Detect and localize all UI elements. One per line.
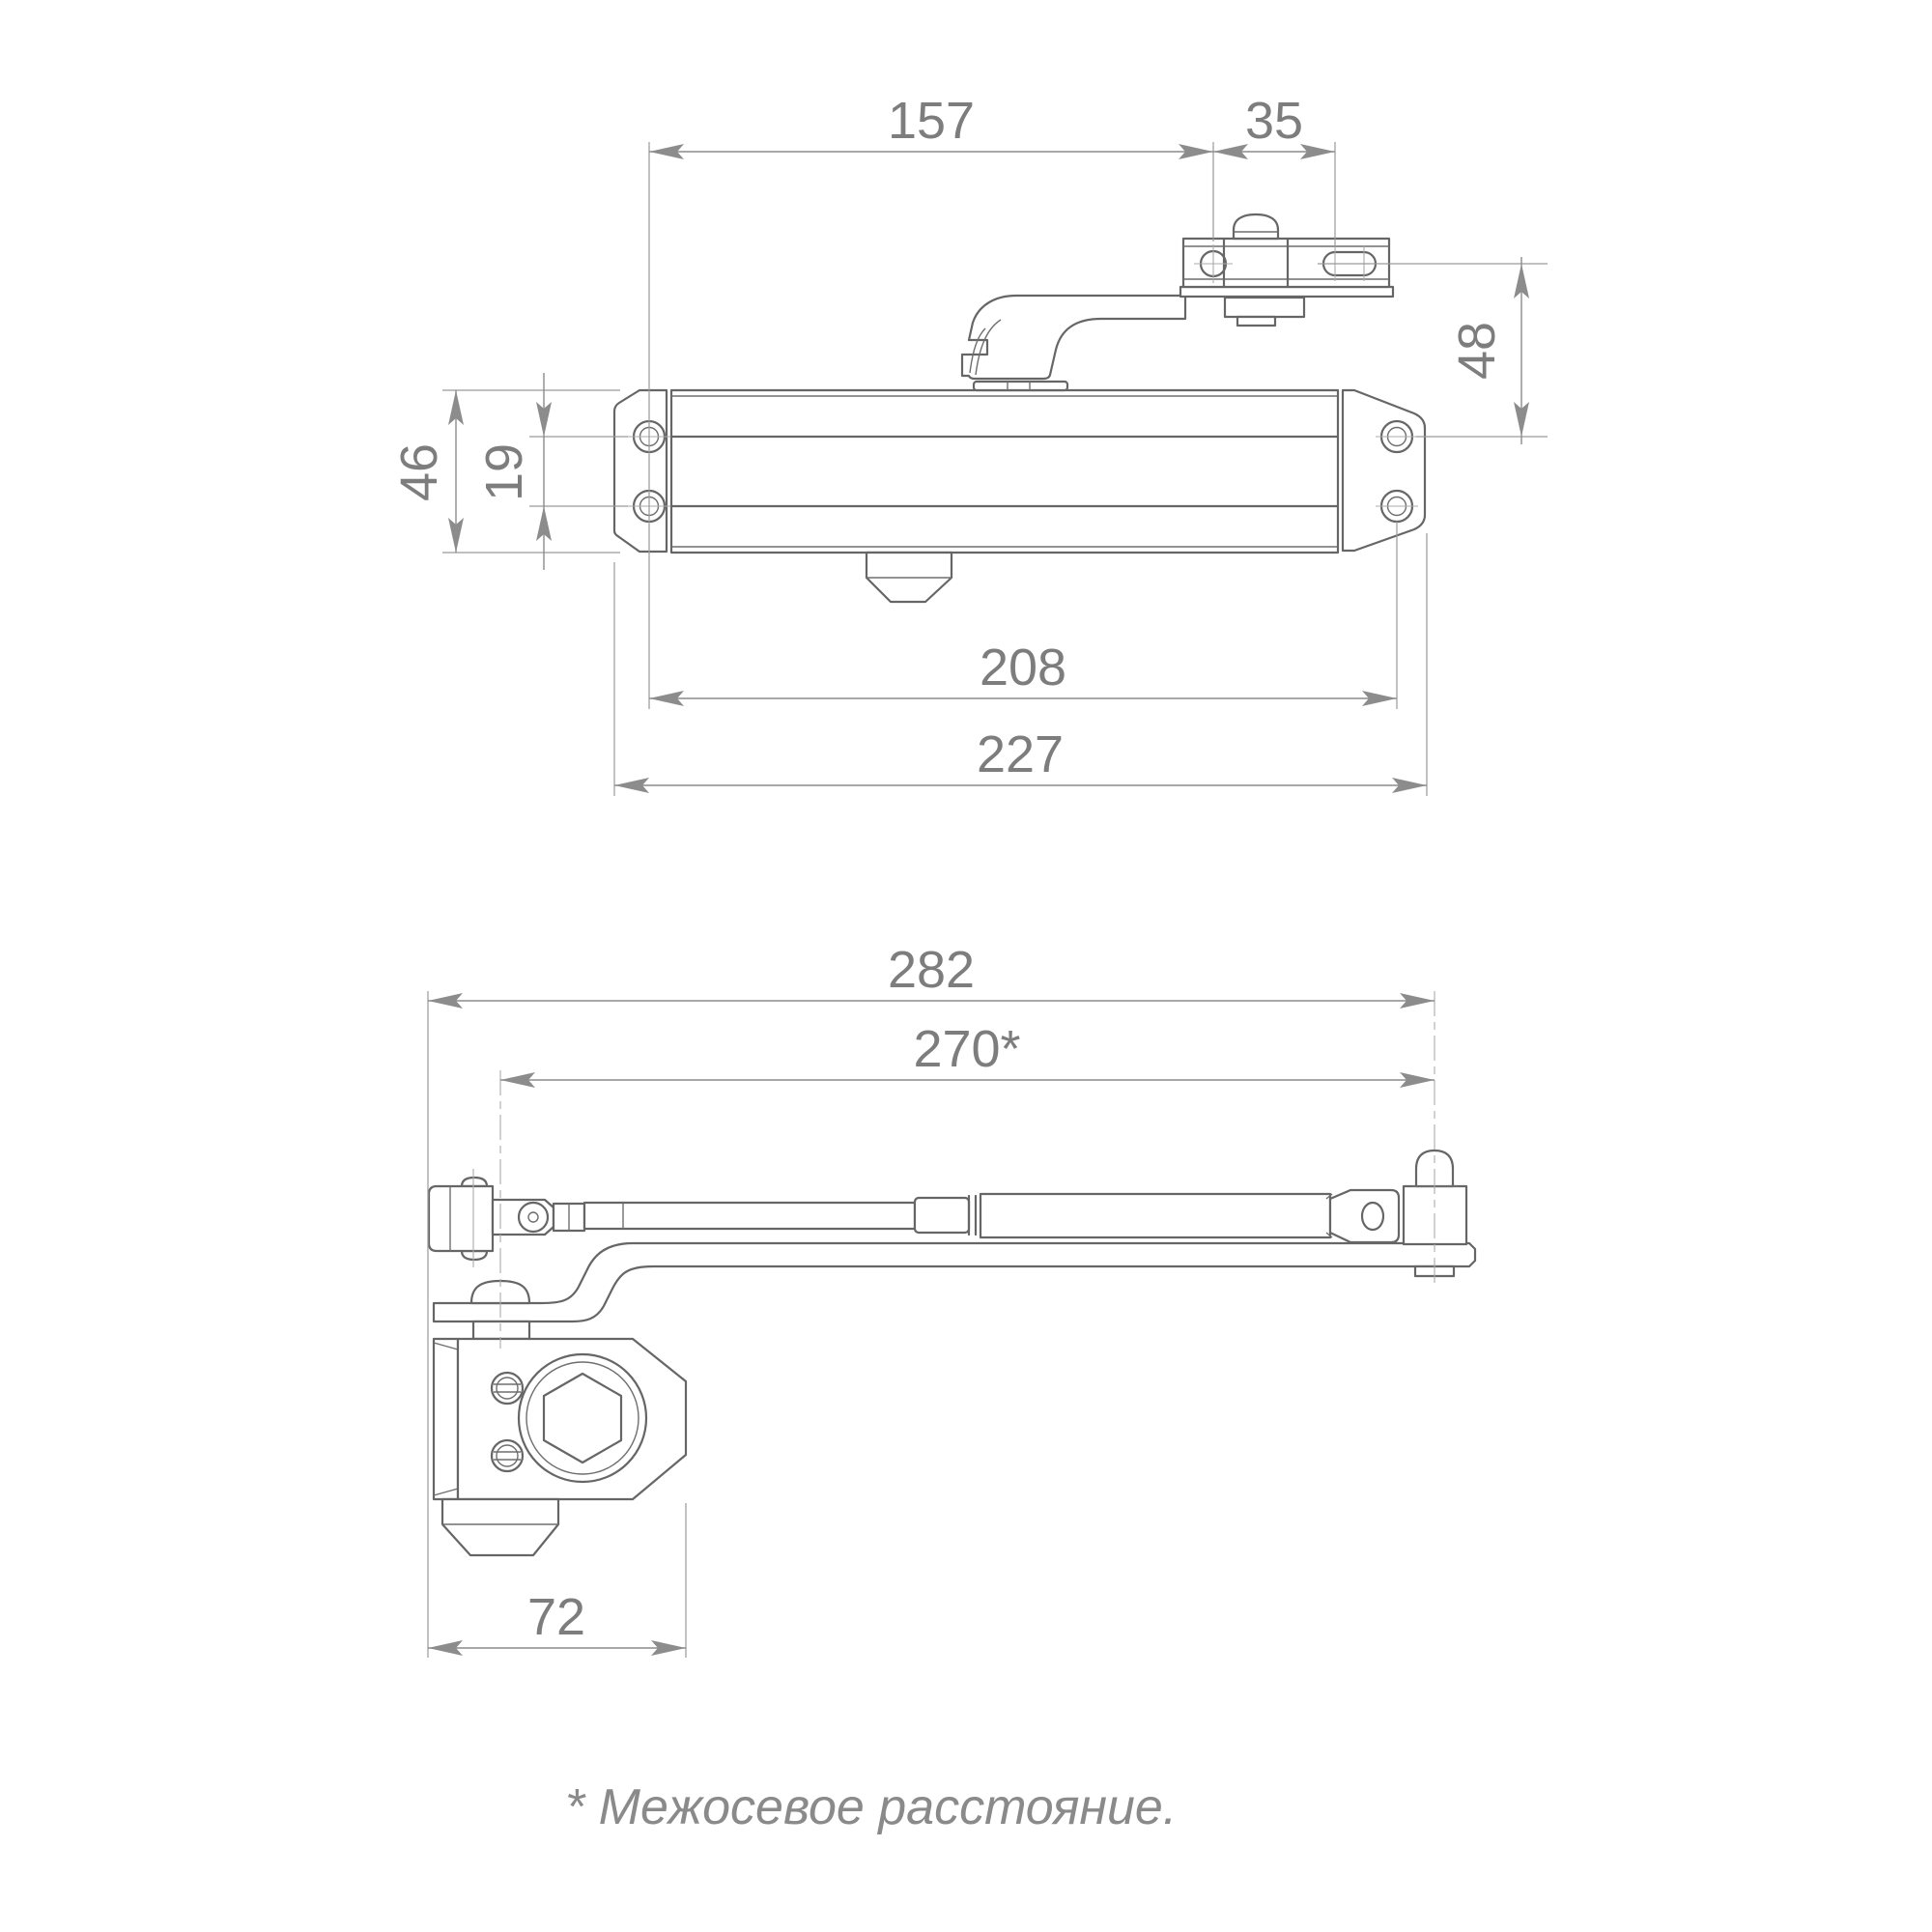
dim-label-227: 227 xyxy=(976,725,1065,783)
arm-rod xyxy=(584,1203,915,1229)
left-end-plate xyxy=(614,390,670,552)
shoe-top-cap xyxy=(462,1178,487,1186)
dim-label-35: 35 xyxy=(1244,92,1304,150)
shoe-pivot-screw xyxy=(1234,214,1278,239)
pinion-washer-stack xyxy=(974,382,1067,390)
dim-label-48: 48 xyxy=(1448,321,1506,381)
dim-label-282: 282 xyxy=(887,941,976,999)
arm-rod-assembly xyxy=(584,1190,1399,1242)
right-plate-outline xyxy=(1343,390,1425,551)
washer xyxy=(974,382,1067,390)
dim-label-19: 19 xyxy=(475,442,533,502)
dim-label-208: 208 xyxy=(979,639,1067,696)
body-outline xyxy=(671,390,1338,553)
closer-body-side xyxy=(434,1339,686,1555)
bracket-shelf xyxy=(1180,287,1393,297)
top-view xyxy=(428,941,1475,1658)
arm-shoe-bracket xyxy=(1180,214,1393,326)
arm-outline xyxy=(962,296,1185,379)
arm-shoe-side xyxy=(429,1169,584,1267)
front-view xyxy=(390,92,1548,796)
dim-label-72: 72 xyxy=(526,1588,586,1646)
body-bottom-cap xyxy=(442,1499,558,1555)
arm-flat-bar xyxy=(434,1243,1475,1321)
dim-label-46: 46 xyxy=(390,442,448,502)
right-end-plate xyxy=(1343,390,1425,551)
closer-body xyxy=(671,390,1338,553)
main-arm-front xyxy=(962,296,1185,379)
footnote-axis-distance: * Межосевое расстояние. xyxy=(565,1779,1178,1835)
tube-fork xyxy=(1330,1190,1399,1242)
arm-hub-block xyxy=(1225,298,1304,317)
dim-label-270: 270* xyxy=(913,1020,1021,1078)
shoe-fork xyxy=(493,1200,554,1235)
shoe-bottom-cap xyxy=(462,1251,487,1260)
left-plate-outline xyxy=(614,390,667,552)
shoe-body xyxy=(429,1186,493,1251)
arm-hub-tab xyxy=(1237,317,1275,326)
rod-coupler xyxy=(915,1198,969,1233)
body-left-cap xyxy=(434,1339,458,1499)
arm-tube xyxy=(980,1194,1330,1237)
pinion-washer xyxy=(473,1321,529,1339)
dim-label-157: 157 xyxy=(887,92,976,150)
